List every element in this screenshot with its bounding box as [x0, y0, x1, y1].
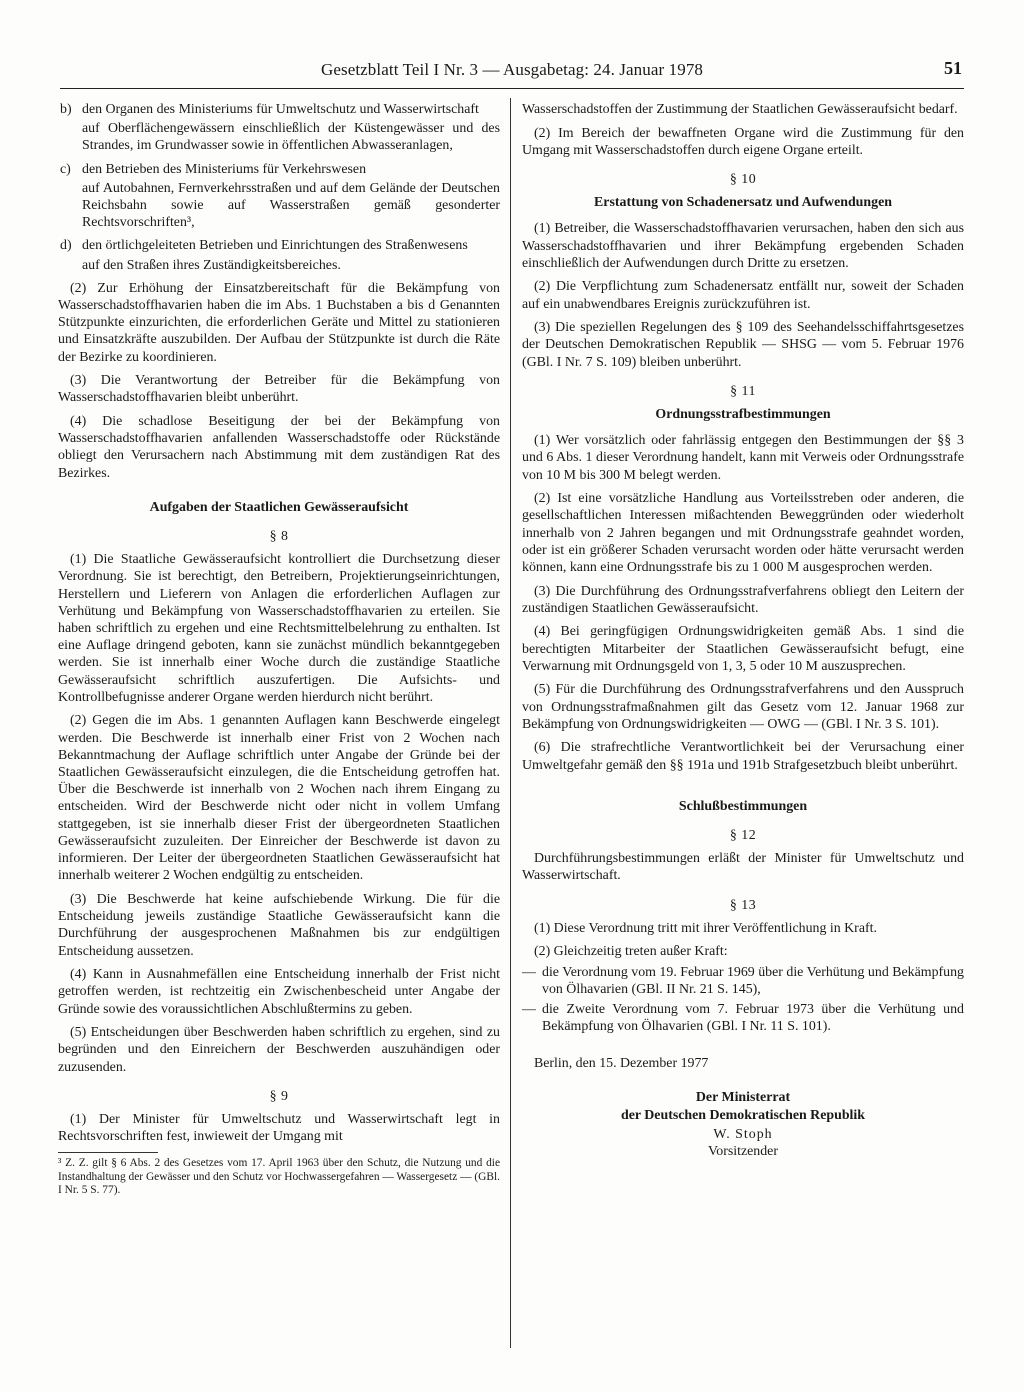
signature-line-2: der Deutschen Demokratischen Republik [621, 1107, 865, 1123]
header-title: Gesetzblatt Teil I Nr. 3 — Ausgabetag: 24. Januar 1978 [320, 60, 704, 79]
paragraph-11-3: (3) Die Durchführung des Ordnungsstrafverfahrens obliegt den Leitern der zuständigen Staatlichen Gewässeraufsicht. [522, 583, 964, 616]
list-item-c [58, 161, 500, 178]
section-number-13: § 13 [729, 897, 757, 913]
list-item-d [58, 237, 500, 254]
list-item-text: den örtlichgeleiteten Betrieben und Einrichtungen des Straßenwesens [82, 238, 468, 254]
paragraph-10-1: (1) Betreiber, die Wasserschadstoffhavarien verursachen, haben den sich aus Wasserschadstoffhavarien und ihrer Bekämpfung ergebenden Schaden einschließlich der Aufwendungen durch Dritte zu ersetzen. [522, 221, 964, 271]
place-date: Berlin, den 15. Dezember 1977 [534, 1056, 709, 1072]
column-divider [510, 98, 511, 1348]
list-item-repeal-1 [522, 964, 964, 998]
list-item-text: den Organen des Ministeriums für Umweltschutz und Wasserwirtschaft [82, 102, 479, 117]
paragraph-8-5: (5) Entscheidungen über Beschwerden haben schriftlich zu ergehen, sind zu begründen und den Einreichern der Beschwerden auszuhändigen oder zuzusenden. [58, 1025, 500, 1075]
paragraph-9-1: (1) Der Minister für Umweltschutz und Wasserwirtschaft legt in Rechtsvorschriften fest, inwieweit der Umgang mit [58, 1111, 500, 1145]
list-item-text: die Zweite Verordnung vom 7. Februar 1973 über die Verhütung und Bekämpfung von Ölhavarien (GBl. I Nr. 11 S. 101). [542, 1002, 964, 1035]
footnote: ³ Z. Z. gilt § 6 Abs. 2 des Gesetzes vom 17. April 1963 über den Schutz, die Nutzung und die Instandhaltung der Gewässer und den Schutz vor Hochwassergefahren — Wassergesetz — (GBl. I Nr. 5 S. 77). [58, 1157, 500, 1196]
paragraph-13-1: (1) Diese Verordnung tritt mit ihrer Veröffentlichung in Kraft. [534, 920, 877, 936]
list-item-subtext: auf Oberflächengewässern einschließlich der Küstengewässer und des Strandes, im Grundwasser sowie in öffentlichen Abwasseranlagen, [82, 121, 500, 154]
list-item-b [58, 101, 500, 118]
paragraph-8-1: (1) Die Staatliche Gewässeraufsicht kontrolliert die Durchsetzung dieser Verordnung. Sie ist berechtigt, den Betreibern, Projektierungseinrichtungen, Herstellern und Lieferern von Anlagen die erforderlichen Auflagen zur Verhütung und Bekämpfung von Wasserschadstoffhavarien zu erteilen. Sie haben schriftlich zu ergehen und eine Rechtsmittelbelehrung zu enthalten. Ist eine Auflage dringend geboten, kann sie zunächst mündlich bekanntgegeben werden. Sie ist innerhalb einer Woche durch die zuständige Staatliche Gewässeraufsicht schriftlich auszufertigen. Die Aufsichts- und Kontrollbefugnisse anderer Organe werden hierdurch nicht berührt. [58, 552, 500, 705]
list-item-subtext: auf den Straßen ihres Zuständigkeitsbereiches. [82, 257, 341, 273]
signer-name: W. Stoph [713, 1126, 773, 1142]
list-item-repeal-2 [522, 1001, 964, 1035]
section-number-11: § 11 [730, 383, 756, 399]
paragraph-10-2: (2) Die Verpflichtung zum Schadenersatz entfällt nur, soweit der Schaden auf ein unabwendbares Ereignis zurückzuführen ist. [522, 279, 964, 312]
right-column [522, 101, 964, 1160]
paragraph-8-4: (4) Kann in Ausnahmefällen eine Entscheidung innerhalb der Frist nicht getroffen werden, ist rechtzeitig ein Zwischenbescheid unter Angabe der Gründe sowie des voraussichtlichen Abschlußtermins zu geben. [58, 967, 500, 1017]
section-number-8: § 8 [269, 529, 289, 545]
paragraph-8-3: (3) Die Beschwerde hat keine aufschiebende Wirkung. Die für die Entscheidung jeweils zuständige Staatliche Gewässeraufsicht kann die Durchführung der ausgesprochenen Maßnahmen bis zur endgültigen Entscheidung aussetzen. [58, 891, 500, 959]
paragraph-12: Durchführungsbestimmungen erläßt der Minister für Umweltschutz und Wasserwirtschaft. [522, 851, 964, 884]
section-number-9: § 9 [269, 1088, 289, 1104]
list-item-label: b) [60, 102, 72, 117]
list-item-text: den Betrieben des Ministeriums für Verkehrswesen [82, 161, 367, 177]
signature-line-1: Der Ministerrat [695, 1089, 791, 1105]
dash-bullet: — [522, 1002, 536, 1018]
page-number: 51 [944, 58, 962, 78]
signature-block [522, 1089, 964, 1125]
paragraph-11-2: (2) Ist eine vorsätzliche Handlung aus Vorteilsstreben oder anderen, die gesellschaftlichen Interessen mißachtenden Beweggründen oder wiederholt innerhalb von 2 Jahren begangen und mit Ordnungsstrafe geahndet worden, oder ist ein größerer Schaden verursacht worden oder hätte verursacht werden können, kann eine Ordnungsstrafe bis zu 1 000 M ausgesprochen werden. [522, 491, 964, 576]
paragraph-11-4: (4) Bei geringfügigen Ordnungswidrigkeiten gemäß Abs. 1 sind die berechtigten Mitarbeiter der Staatlichen Gewässeraufsicht befugt, eine Verwarnung mit Ordnungsgeld von 1, 3, 5 oder 10 M auszusprechen. [522, 624, 964, 674]
list-item-label: d) [60, 238, 72, 254]
section-heading-ordnung: Ordnungsstrafbestimmungen [655, 407, 831, 423]
paragraph-11-6: (6) Die strafrechtliche Verantwortlichkeit bei der Verursachung einer Umweltgefahr gemäß den §§ 191a und 191b Strafgesetzbuch bleibt unberührt. [522, 740, 964, 773]
paragraph-8-2: (2) Gegen die im Abs. 1 genannten Auflagen kann Beschwerde eingelegt werden. Die Beschwerde ist innerhalb einer Frist von 2 Wochen nach Bekanntmachung der Auflage schriftlich unter Angabe der Gründe bei der Staatlichen Gewässeraufsicht einzulegen, die die Entscheidung getroffen hat. Über die Beschwerde ist innerhalb von 2 Wochen nach ihrem Eingang zu entscheiden. Wird der Beschwerde nicht oder nicht in vollem Umfang stattgegeben, ist sie innerhalb dieser Frist der übergeordneten Staatlichen Gewässeraufsicht zuzuleiten. Der Einreicher der Beschwerde ist davon zu informieren. Der Leiter der übergeordneten Staatlichen Gewässeraufsicht hat innerhalb weiterer 2 Wochen endgültig zu entscheiden. [58, 713, 500, 884]
section-number-10: § 10 [729, 172, 757, 187]
left-column [58, 101, 500, 1197]
section-heading-schluss: Schlußbestimmungen [678, 798, 808, 814]
list-item-label: c) [60, 161, 71, 177]
paragraph-9-2: (2) Im Bereich der bewaffneten Organe wird die Zustimmung für den Umgang mit Wasserschadstoffen durch eigene Organe erteilt. [522, 125, 964, 158]
signer-title: Vorsitzender [708, 1143, 778, 1159]
paragraph-11-1: (1) Wer vorsätzlich oder fahrlässig entgegen den Bestimmungen der §§ 3 und 6 Abs. 1 dieser Verordnung handelt, kann mit Verweis oder Ordnungsstrafe von 10 M bis 300 M belegt werden. [522, 433, 964, 483]
dash-bullet: — [522, 964, 536, 980]
section-heading-erstattung: Erstattung von Schadenersatz und Aufwendungen [594, 195, 892, 211]
paragraph-11-5: (5) Für die Durchführung des Ordnungsstrafverfahrens und den Ausspruch von Ordnungsstrafmaßnahmen gilt das Gesetz vom 12. Januar 1968 zur Bekämpfung von Ordnungswidrigkeiten — OWG — (GBl. I Nr. 3 S. 101). [522, 682, 964, 732]
paragraph-7-2: (2) Zur Erhöhung der Einsatzbereitschaft für die Bekämpfung von Wasserschadstoffhavarien haben die im Abs. 1 Buchstaben a bis d Genannten Stützpunkte einzurichten, die erforderlichen Geräte und Mittel zu stationieren und Einsatzkräfte auszubilden. Der Aufbau der Stützpunkte ist durch die Räte der Bezirke zu koordinieren. [58, 280, 500, 365]
paragraph-7-4: (4) Die schadlose Beseitigung der bei der Bekämpfung von Wasserschadstoffhavarien anfallenden Wasserschadstoffe oder Rückstände obliegt den Verursachern nach Abstimmung mit dem zuständigen Rat des Bezirkes. [58, 414, 500, 481]
list-item-text: die Verordnung vom 19. Februar 1969 über die Verhütung und Bekämpfung von Ölhavarien (GBl. II Nr. 21 S. 145), [542, 964, 964, 997]
paragraph-7-3: (3) Die Verantwortung der Betreiber für die Bekämpfung von Wasserschadstoffhavarien bleibt unberührt. [58, 373, 500, 406]
paragraph-10-3: (3) Die speziellen Regelungen des § 109 des Seehandelsschiffahrtsgesetzes der Deutschen Demokratischen Republik — SHSG — vom 5. Februar 1976 (GBl. I Nr. 7 S. 109) bleiben unberührt. [522, 320, 964, 370]
paragraph-13-2: (2) Gleichzeitig treten außer Kraft: [534, 944, 728, 960]
paragraph-9-1-continued: Wasserschadstoffen der Zustimmung der Staatlichen Gewässeraufsicht bedarf. [522, 102, 958, 117]
page-header [60, 58, 964, 89]
list-item-subtext: auf Autobahnen, Fernverkehrsstraßen und auf dem Gelände der Deutschen Reichsbahn sowie auf Wasserstraßen gemäß gesonderter Rechtsvorschriften³, [82, 180, 500, 231]
section-number-12: § 12 [729, 828, 757, 844]
footnote-rule [58, 1152, 158, 1153]
section-heading-aufgaben: Aufgaben der Staatlichen Gewässeraufsicht [149, 499, 409, 515]
